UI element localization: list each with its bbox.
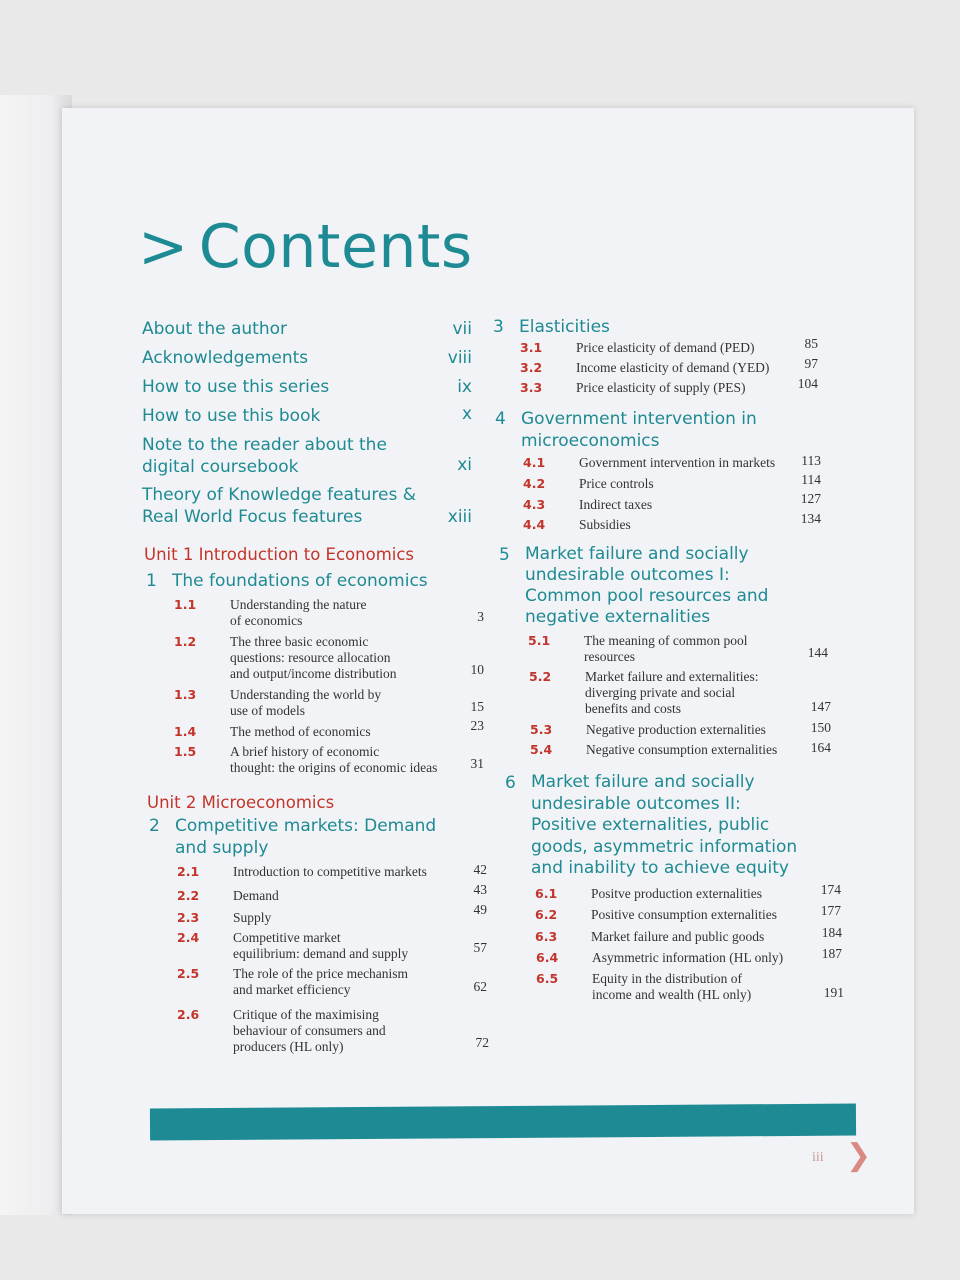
page-number: iii: [812, 1150, 824, 1165]
toc-section-5-3[interactable]: 5.3 Negative production externalities 150: [530, 720, 831, 737]
toc-section-1-1[interactable]: 1.1 Understanding the nature of economics 3: [174, 597, 484, 628]
toc-entry-note-to-reader[interactable]: Note to the reader about the digital coursebook xi: [142, 435, 472, 477]
toc-section-6-1[interactable]: 6.1 Positve production externalities 174: [535, 882, 841, 901]
toc-entry-tok-features[interactable]: Theory of Knowledge features & Real World Focus features xiii: [142, 485, 472, 527]
toc-entry-how-to-use-book[interactable]: How to use this book x: [142, 404, 472, 426]
toc-section-5-4[interactable]: 5.4 Negative consumption externalities 164: [530, 740, 831, 757]
toc-section-4-1[interactable]: 4.1 Government intervention in markets 113: [523, 453, 821, 470]
toc-entry-about-author[interactable]: About the author vii: [142, 319, 472, 339]
toc-section-4-3[interactable]: 4.3 Indirect taxes 127: [523, 491, 821, 512]
toc-entry-acknowledgements[interactable]: Acknowledgements viii: [142, 348, 472, 368]
toc-section-2-4[interactable]: 2.4 Competitive market equilibrium: demand and supply 57: [177, 930, 487, 961]
chapter-6-heading[interactable]: 6 Market failure and socially undesirable outcomes II: Positive externalities, public goods, asymmetric information and inability to achieve equity: [505, 772, 798, 878]
chapter-2-heading[interactable]: 2 Competitive markets: Demand and supply: [149, 816, 437, 858]
toc-section-5-2[interactable]: 5.2 Market failure and externalities: diverging private and social benefits and costs 147: [529, 669, 831, 716]
toc-section-6-2[interactable]: 6.2 Positive consumption externalities 177: [535, 903, 841, 922]
toc-section-6-3[interactable]: 6.3 Market failure and public goods 184: [535, 925, 842, 944]
page-title: > Contents: [138, 212, 473, 282]
chapter-3-heading[interactable]: 3 Elasticities: [493, 317, 610, 337]
chapter-1-heading[interactable]: 1 The foundations of economics: [146, 571, 428, 591]
toc-section-1-3[interactable]: 1.3 Understanding the world by use of models 15: [174, 687, 484, 718]
unit-1-heading: Unit 1 Introduction to Economics: [144, 545, 415, 564]
toc-section-4-4[interactable]: 4.4 Subsidies 134: [523, 511, 821, 532]
toc-section-1-5[interactable]: 1.5 A brief history of economic thought: the origins of economic ideas 31: [174, 744, 484, 775]
toc-section-5-1[interactable]: 5.1 The meaning of common pool resources 144: [528, 633, 828, 664]
toc-section-6-4[interactable]: 6.4 Asymmetric information (HL only) 187: [536, 946, 842, 965]
toc-section-3-3[interactable]: 3.3 Price elasticity of supply (PES) 104: [520, 376, 818, 395]
chapter-5-heading[interactable]: 5 Market failure and socially undesirable outcomes I: Common pool resources and negative externalities: [499, 544, 769, 627]
toc-section-2-3[interactable]: 2.3 Supply 49: [177, 902, 487, 925]
toc-section-4-2[interactable]: 4.2 Price controls 114: [523, 472, 821, 491]
footer-accent-bar: [150, 1104, 856, 1141]
unit-2-heading: Unit 2 Microeconomics: [147, 793, 335, 812]
toc-section-2-2[interactable]: 2.2 Demand 43: [177, 882, 487, 903]
toc-entry-how-to-use-series[interactable]: How to use this series ix: [142, 377, 472, 397]
toc-section-1-4[interactable]: 1.4 The method of economics 23: [174, 718, 484, 739]
chapter-4-heading[interactable]: 4 Government intervention in microeconomics: [495, 409, 757, 451]
toc-section-2-6[interactable]: 2.6 Critique of the maximising behaviour of consumers and producers (HL only) 72: [177, 1007, 489, 1054]
toc-section-3-1[interactable]: 3.1 Price elasticity of demand (PED) 85: [520, 336, 818, 355]
toc-section-1-2[interactable]: 1.2 The three basic economic questions: resource allocation and output/income distribution 10: [174, 634, 484, 681]
chevron-right-icon: >: [138, 212, 189, 282]
chevron-right-icon: ❯: [846, 1138, 872, 1173]
toc-section-6-5[interactable]: 6.5 Equity in the distribution of income and wealth (HL only) 191: [536, 971, 844, 1002]
toc-section-2-1[interactable]: 2.1 Introduction to competitive markets 42: [177, 862, 487, 879]
toc-section-2-5[interactable]: 2.5 The role of the price mechanism and market efficiency 62: [177, 966, 487, 997]
toc-section-3-2[interactable]: 3.2 Income elasticity of demand (YED) 97: [520, 356, 818, 375]
